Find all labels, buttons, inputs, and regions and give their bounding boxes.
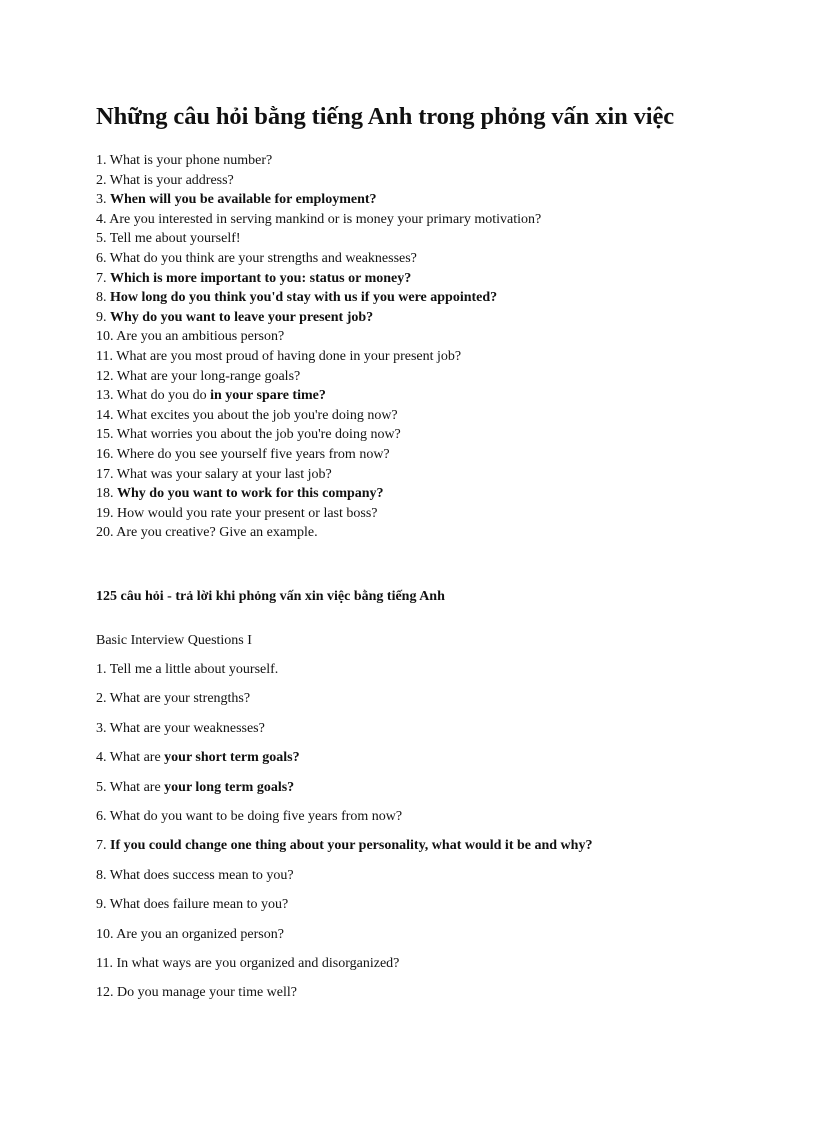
question-item [96, 386, 776, 406]
question-number: 7. [96, 838, 107, 854]
question-text: What are you most proud of having done in your present job? [116, 348, 462, 364]
question-text: What are your strengths? [109, 691, 251, 707]
question-text: Which is more important to you: status or money? [110, 270, 412, 286]
question-text: What worries you about the job you're doing now? [116, 427, 401, 443]
question-text: What does failure mean to you? [109, 897, 289, 913]
question-number: 10. [96, 926, 114, 942]
page-title: Những câu hỏi bằng tiếng Anh trong phỏng vấn xin việc [96, 103, 675, 130]
question-text: What excites you about the job you're doing now? [116, 407, 398, 423]
question-number: 17. [96, 466, 114, 482]
question-item [96, 465, 776, 485]
question-number: 16. [96, 446, 114, 462]
question-text: What do you think are your strengths and weaknesses? [109, 250, 417, 266]
question-text: What do you want to be doing five years from now? [109, 808, 403, 824]
question-text: Why do you want to leave your present job? [110, 309, 374, 325]
question-text: in your spare time? [210, 388, 326, 404]
question-item [96, 347, 776, 367]
question-text: What are your weaknesses? [109, 720, 265, 736]
question-item [96, 308, 776, 328]
question-number: 12. [96, 368, 114, 384]
question-text: How long do you think you'd stay with us if you were appointed? [110, 290, 498, 306]
question-number: 6. [96, 250, 107, 266]
question-number: 2. [96, 691, 107, 707]
question-number: 18. [96, 486, 114, 502]
question-text: Are you creative? Give an example. [116, 525, 318, 541]
question-number: 19. [96, 505, 114, 521]
question-item [96, 778, 592, 807]
question-item [96, 689, 592, 718]
question-text: What is your address? [109, 172, 234, 188]
question-item [96, 229, 776, 249]
question-text: What are your long-range goals? [116, 368, 301, 384]
question-item [96, 954, 592, 983]
question-item [96, 925, 592, 954]
question-item [96, 807, 592, 836]
question-number: 7. [96, 270, 107, 286]
question-text: What is your phone number? [109, 153, 273, 168]
question-list-2 [96, 660, 592, 1013]
question-text: What are [109, 750, 165, 766]
question-text: In what ways are you organized and disorganized? [116, 955, 400, 971]
question-item [96, 190, 776, 210]
question-number: 4. [96, 211, 107, 227]
question-number: 20. [96, 525, 114, 541]
question-number: 3. [96, 192, 107, 208]
question-number: 10. [96, 329, 114, 345]
question-item [96, 210, 776, 230]
question-number: 11. [96, 348, 113, 364]
question-text: Tell me about yourself! [109, 231, 241, 247]
question-item [96, 406, 776, 426]
question-text: If you could change one thing about your personality, what would it be and why? [110, 838, 593, 854]
question-item [96, 660, 592, 689]
question-item [96, 523, 776, 543]
question-item [96, 288, 776, 308]
question-item [96, 151, 776, 171]
section-heading: Basic Interview Questions I [96, 633, 252, 648]
question-number: 1. [96, 662, 107, 677]
question-number: 14. [96, 407, 114, 423]
question-text: What was your salary at your last job? [116, 466, 332, 482]
question-number: 1. [96, 153, 107, 168]
question-item [96, 445, 776, 465]
question-number: 5. [96, 231, 107, 247]
question-text: Why do you want to work for this company? [117, 486, 384, 502]
question-text: Where do you see yourself five years from now? [116, 446, 390, 462]
question-text: your short term goals? [164, 750, 300, 766]
question-item [96, 748, 592, 777]
question-item [96, 484, 776, 504]
question-text: How would you rate your present or last boss? [117, 505, 378, 521]
question-text: Do you manage your time well? [117, 985, 298, 1001]
question-number: 5. [96, 779, 107, 795]
question-number: 8. [96, 867, 107, 883]
question-item [96, 836, 592, 865]
question-item [96, 249, 776, 269]
question-item [96, 895, 592, 924]
question-item [96, 425, 776, 445]
question-text: What does success mean to you? [109, 867, 294, 883]
question-text: your long term goals? [164, 779, 295, 795]
question-item [96, 983, 592, 1012]
question-item [96, 866, 592, 895]
question-text: Are you an organized person? [116, 926, 284, 942]
question-item [96, 171, 776, 191]
question-number: 9. [96, 897, 107, 913]
question-item [96, 269, 776, 289]
question-list-1 [96, 151, 776, 543]
question-text: Tell me a little about yourself. [109, 662, 279, 677]
question-text: Are you interested in serving mankind or is money your primary motivation? [109, 211, 542, 227]
question-item [96, 367, 776, 387]
question-text: What do you do [116, 388, 211, 404]
question-number: 9. [96, 309, 107, 325]
question-text: Are you an ambitious person? [116, 329, 285, 345]
question-text: When will you be available for employment? [110, 192, 377, 208]
question-number: 2. [96, 172, 107, 188]
question-number: 12. [96, 985, 114, 1001]
question-text: What are [109, 779, 165, 795]
document-page [96, 100, 776, 1001]
question-item [96, 504, 776, 524]
question-item [96, 327, 776, 347]
question-number: 11. [96, 955, 113, 971]
question-number: 15. [96, 427, 114, 443]
section-subtitle: 125 câu hỏi - trả lời khi phỏng vấn xin việc bằng tiếng Anh [96, 589, 445, 604]
question-number: 3. [96, 720, 107, 736]
question-number: 6. [96, 808, 107, 824]
question-number: 13. [96, 388, 114, 404]
question-number: 4. [96, 750, 107, 766]
question-number: 8. [96, 290, 107, 306]
question-item [96, 719, 592, 748]
